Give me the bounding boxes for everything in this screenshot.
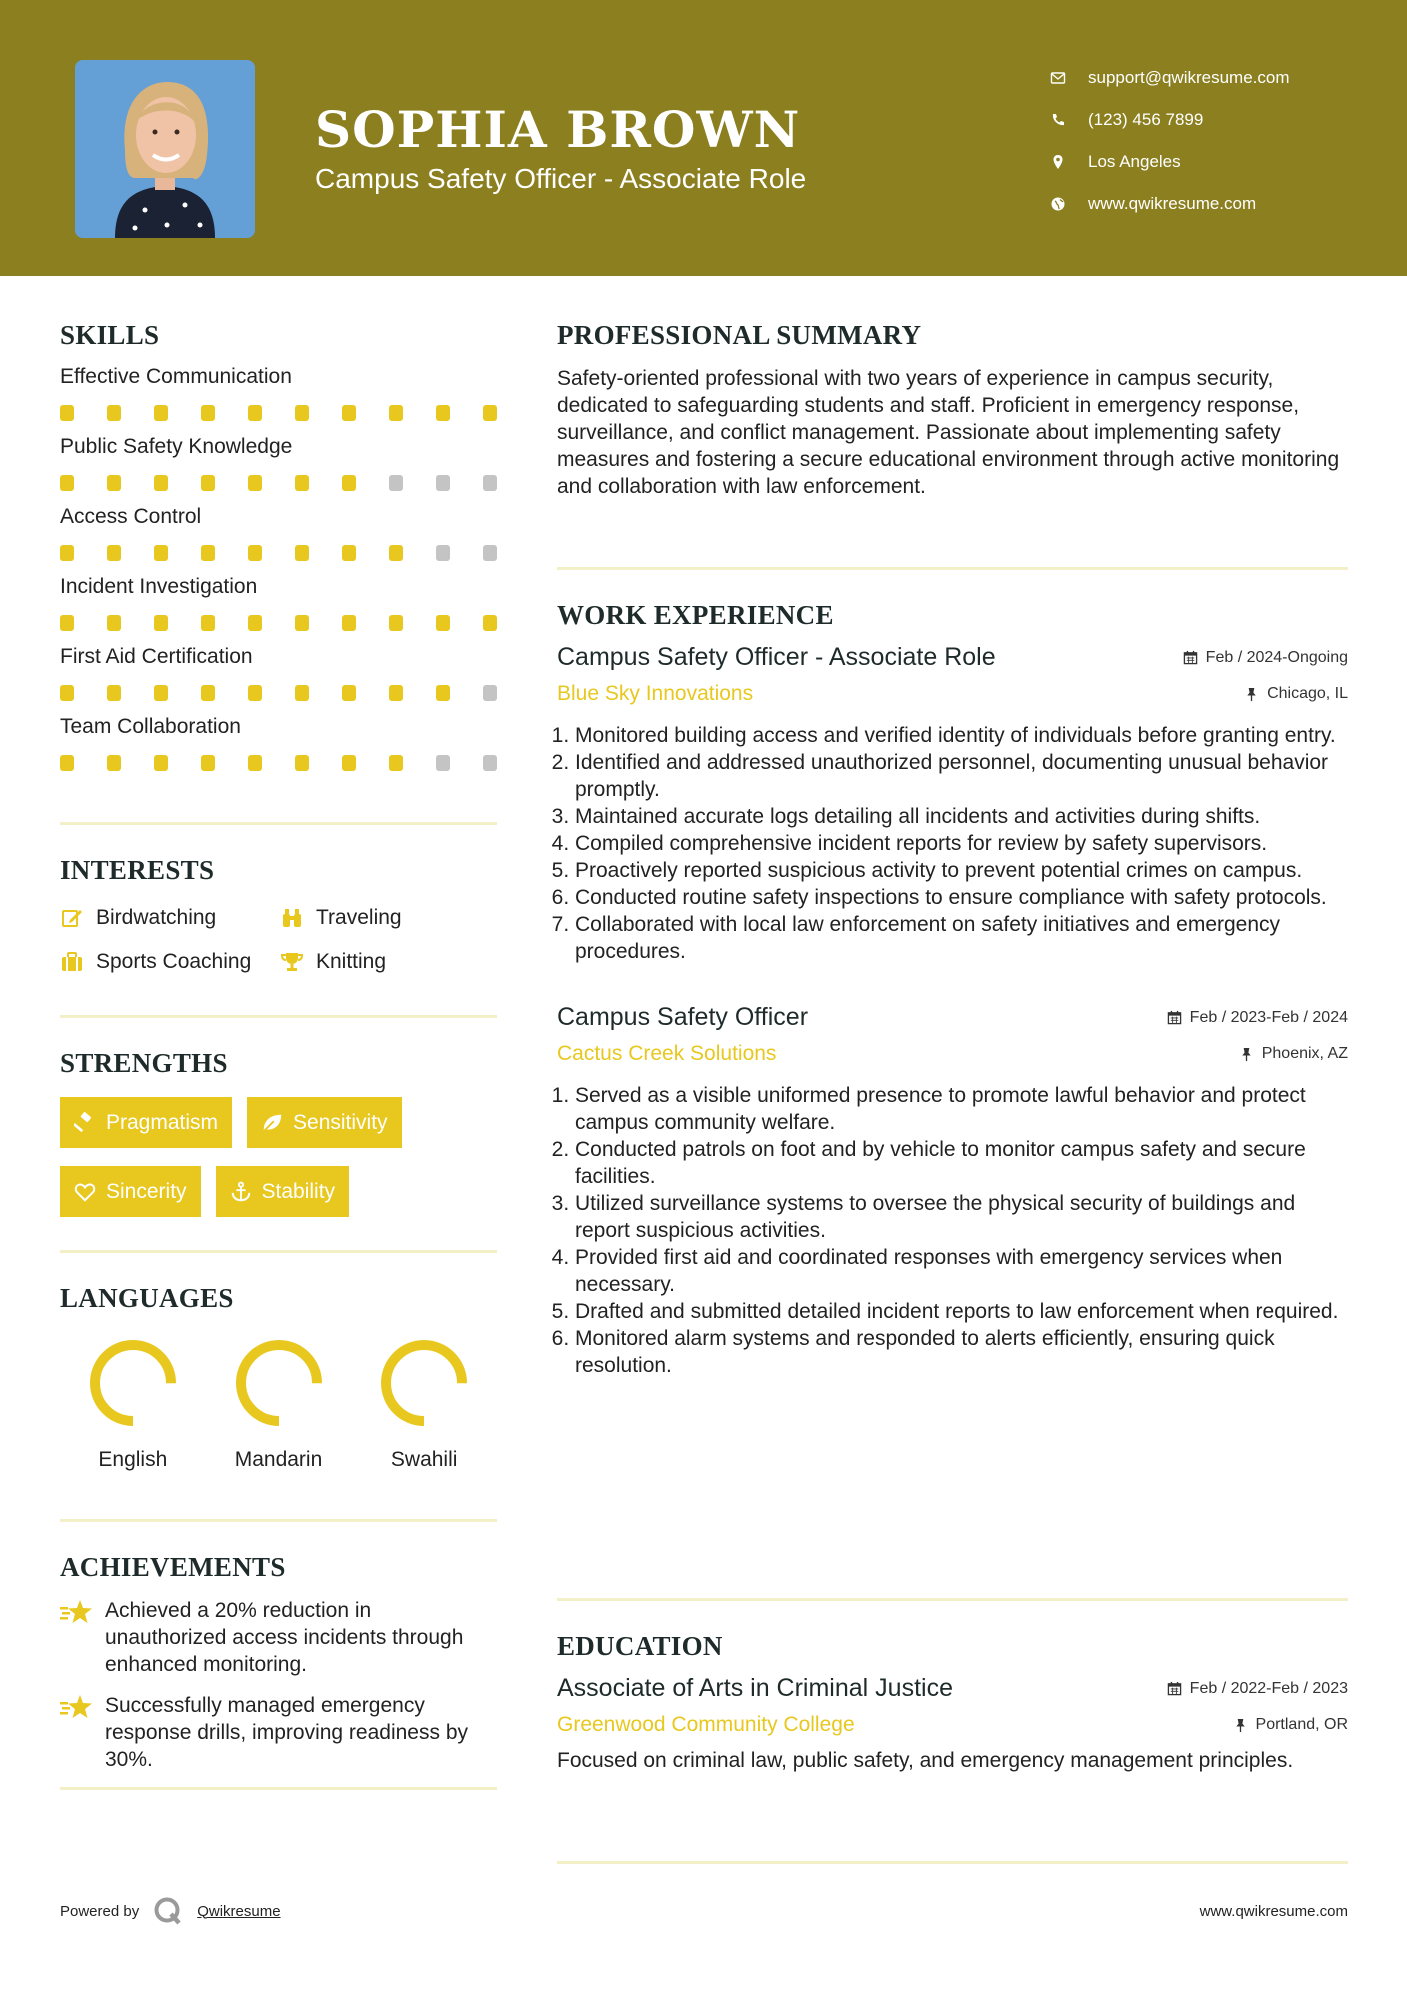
rating-dot-filled: [389, 545, 403, 561]
duty-item: 7. Collaborated with local law enforcement on safety initiatives and emergency procedures.: [575, 911, 1348, 965]
company-name: Cactus Creek Solutions: [557, 1042, 777, 1065]
pushpin-icon: [1244, 687, 1259, 702]
anchor-icon: [230, 1181, 252, 1203]
summary-title: PROFESSIONAL SUMMARY: [557, 320, 922, 350]
duty-item: 4. Compiled comprehensive incident reports for review by safety supervisors.: [575, 830, 1348, 857]
languages-section: [60, 1253, 497, 1519]
rating-dot-filled: [436, 405, 450, 421]
interest-label: Sports Coaching: [96, 950, 252, 973]
left-column: [60, 320, 497, 1790]
skill-item: [60, 505, 497, 561]
language-gauge: [377, 1336, 471, 1430]
footer-website[interactable]: www.qwikresume.com: [1199, 1902, 1348, 1920]
rating-dot-filled: [60, 475, 74, 491]
language-item: [351, 1336, 497, 1472]
skills-section: [60, 320, 497, 822]
skill-name: First Aid Certification: [60, 645, 253, 668]
degree-title: Associate of Arts in Criminal Justice: [557, 1674, 953, 1702]
map-pin-icon: [1050, 154, 1088, 170]
contact-email-text: support@qwikresume.com: [1088, 68, 1290, 87]
rating-dot-filled: [60, 615, 74, 631]
right-column: [557, 320, 1348, 1864]
skill-name: Team Collaboration: [60, 715, 241, 738]
strengths-title: STRENGTHS: [60, 1048, 228, 1078]
skill-rating: [60, 475, 497, 491]
duty-item: 4. Provided first aid and coordinated responses with emergency services when necessary.: [575, 1244, 1348, 1298]
school-name: Greenwood Community College: [557, 1713, 855, 1736]
strength-label: Sensitivity: [293, 1110, 388, 1134]
rating-dot-filled: [436, 615, 450, 631]
rating-dot-filled: [201, 545, 215, 561]
envelope-icon: [1050, 70, 1088, 86]
skill-item: [60, 715, 497, 771]
interests-section: [60, 825, 497, 1015]
interests-title: INTERESTS: [60, 855, 215, 885]
skill-item: [60, 575, 497, 631]
rating-dot-empty: [436, 545, 450, 561]
star-icon: [60, 1597, 105, 1678]
rating-dot-filled: [342, 615, 356, 631]
languages-title: LANGUAGES: [60, 1283, 234, 1313]
language-item: [60, 1336, 206, 1472]
strength-tag: [247, 1097, 402, 1148]
strength-label: Pragmatism: [106, 1110, 219, 1134]
section-divider: [557, 1861, 1348, 1864]
job-entry: [557, 1003, 1348, 1379]
contact-list: [1050, 57, 1380, 225]
rating-dot-filled: [201, 615, 215, 631]
contact-location: [1050, 141, 1380, 183]
rating-dot-filled: [483, 405, 497, 421]
achievement-item: [60, 1597, 497, 1678]
language-name: Mandarin: [234, 1448, 323, 1471]
rating-dot-filled: [60, 405, 74, 421]
skill-name: Public Safety Knowledge: [60, 435, 293, 458]
edit-icon: [60, 906, 96, 930]
languages-list: [60, 1336, 497, 1472]
skill-name: Incident Investigation: [60, 575, 258, 598]
footer: [60, 1896, 1348, 1926]
profile-photo: [75, 60, 255, 238]
rating-dot-filled: [342, 405, 356, 421]
rating-dot-filled: [154, 545, 168, 561]
skill-item: [60, 645, 497, 701]
strength-label: Stability: [261, 1179, 336, 1203]
skill-rating: [60, 755, 497, 771]
duty-item: 1. Served as a visible uniformed presence to promote lawful behavior and protect campus community welfare.: [575, 1082, 1348, 1136]
rating-dot-filled: [436, 685, 450, 701]
rating-dot-filled: [248, 685, 262, 701]
contact-website[interactable]: [1050, 183, 1380, 225]
rating-dot-empty: [483, 685, 497, 701]
skill-rating: [60, 685, 497, 701]
rating-dot-filled: [154, 685, 168, 701]
rating-dot-filled: [389, 615, 403, 631]
rating-dot-filled: [107, 755, 121, 771]
education-location: Portland, OR: [1233, 1716, 1348, 1734]
education-title: EDUCATION: [557, 1631, 723, 1661]
job-title: Campus Safety Officer: [557, 1003, 809, 1031]
gavel-icon: [74, 1112, 96, 1134]
interest-item: [60, 904, 280, 932]
strengths-section: [60, 1018, 497, 1250]
resume-header: [0, 0, 1407, 276]
rating-dot-filled: [154, 615, 168, 631]
rating-dot-filled: [201, 405, 215, 421]
rating-dot-filled: [60, 685, 74, 701]
skill-rating: [60, 615, 497, 631]
pushpin-icon: [1233, 1718, 1248, 1733]
interest-label: Knitting: [316, 950, 387, 973]
language-item: [206, 1336, 352, 1472]
duty-item: 6. Conducted routine safety inspections to ensure compliance with safety protocols.: [575, 884, 1348, 911]
job-title: Campus Safety Officer - Associate Role: [557, 643, 996, 671]
skill-rating: [60, 545, 497, 561]
rating-dot-filled: [107, 475, 121, 491]
rating-dot-filled: [154, 475, 168, 491]
rating-dot-filled: [60, 755, 74, 771]
job-duties: [557, 1082, 1348, 1379]
powered-by-text: Powered by: [60, 1902, 140, 1920]
rating-dot-filled: [483, 615, 497, 631]
achievement-text: Achieved a 20% reduction in unauthorized access incidents through enhanced monitoring.: [105, 1599, 464, 1676]
language-gauge: [86, 1336, 180, 1430]
achievements-title: ACHIEVEMENTS: [60, 1552, 286, 1582]
duty-item: 3. Utilized surveillance systems to oversee the physical security of buildings and report suspicious activities.: [575, 1190, 1348, 1244]
language-name: English: [98, 1448, 168, 1471]
rating-dot-filled: [107, 545, 121, 561]
rating-dot-filled: [295, 755, 309, 771]
star-icon: [60, 1692, 105, 1773]
interest-label: Traveling: [316, 906, 402, 929]
rating-dot-filled: [107, 615, 121, 631]
skill-item: [60, 435, 497, 491]
section-divider: [60, 1787, 497, 1790]
language-name: Swahili: [390, 1448, 458, 1471]
job-location: Phoenix, AZ: [1239, 1045, 1348, 1063]
rating-dot-filled: [295, 615, 309, 631]
rating-dot-empty: [483, 545, 497, 561]
job-duties: [557, 722, 1348, 965]
trophy-icon: [280, 950, 316, 974]
calendar-icon: [1167, 1681, 1182, 1696]
rating-dot-filled: [154, 405, 168, 421]
powered-by: [60, 1896, 281, 1926]
duty-item: 1. Monitored building access and verified identity of individuals before granting entry.: [575, 722, 1348, 749]
rating-dot-filled: [389, 685, 403, 701]
experience-section: [557, 570, 1348, 1598]
rating-dot-filled: [342, 685, 356, 701]
strength-tag: [60, 1097, 232, 1148]
calendar-icon: [1167, 1010, 1182, 1025]
rating-dot-filled: [295, 545, 309, 561]
globe-icon: [1050, 196, 1088, 212]
rating-dot-filled: [342, 545, 356, 561]
job-date: Feb / 2023-Feb / 2024: [1167, 1009, 1348, 1027]
language-gauge-arc: [386, 1345, 462, 1421]
summary-text: Safety-oriented professional with two years of experience in campus security, dedicated to safeguarding students and staff. Proficient in emergency response, surveillance, and conflict management. Passionate about implementing safety measures and fostering a secure educational environment through active monitoring and collaboration with law enforcement.: [557, 367, 1340, 498]
qwikresume-link[interactable]: Qwikresume: [197, 1902, 281, 1920]
strengths-list: [60, 1097, 497, 1217]
rating-dot-filled: [248, 615, 262, 631]
binoculars-icon: [280, 906, 316, 930]
job-entry: [557, 643, 1348, 965]
skill-item: [60, 365, 497, 421]
candidate-role: Campus Safety Officer - Associate Role: [315, 163, 807, 194]
rating-dot-empty: [483, 755, 497, 771]
calendar-icon: [1183, 650, 1198, 665]
phone-icon: [1050, 112, 1088, 128]
qwikresume-logo-icon: [153, 1896, 183, 1926]
skill-name: Effective Communication: [60, 365, 292, 388]
duty-item: 5. Proactively reported suspicious activity to prevent potential crimes on campus.: [575, 857, 1348, 884]
rating-dot-filled: [201, 475, 215, 491]
duty-item: 2. Conducted patrols on foot and by vehicle to monitor campus safety and secure facilities.: [575, 1136, 1348, 1190]
rating-dot-filled: [295, 685, 309, 701]
rating-dot-filled: [389, 755, 403, 771]
education-section: [557, 1601, 1348, 1861]
rating-dot-empty: [483, 475, 497, 491]
achievement-text: Successfully managed emergency response drills, improving readiness by 30%.: [105, 1694, 468, 1771]
education-description: Focused on criminal law, public safety, and emergency management principles.: [557, 1749, 1294, 1772]
interest-item: [280, 904, 480, 932]
skill-name: Access Control: [60, 505, 202, 528]
rating-dot-empty: [436, 755, 450, 771]
rating-dot-empty: [436, 475, 450, 491]
summary-section: [557, 320, 1348, 567]
contact-phone[interactable]: [1050, 99, 1380, 141]
briefcase-icon: [60, 950, 96, 974]
rating-dot-filled: [389, 405, 403, 421]
skill-rating: [60, 405, 497, 421]
interest-item: [280, 948, 480, 976]
contact-phone-text: (123) 456 7899: [1088, 110, 1204, 129]
strength-tag: [216, 1166, 350, 1217]
interest-item: [60, 948, 280, 976]
achievements-section: [60, 1522, 497, 1787]
interest-label: Birdwatching: [96, 906, 217, 929]
rating-dot-filled: [295, 405, 309, 421]
rating-dot-filled: [248, 545, 262, 561]
duty-item: 3. Maintained accurate logs detailing all incidents and activities during shifts.: [575, 803, 1348, 830]
pushpin-icon: [1239, 1047, 1254, 1062]
achievement-item: [60, 1692, 497, 1773]
strength-label: Sincerity: [106, 1179, 187, 1203]
language-gauge-arc: [95, 1345, 171, 1421]
rating-dot-filled: [201, 685, 215, 701]
education-date: Feb / 2022-Feb / 2023: [1167, 1680, 1348, 1698]
leaf-icon: [261, 1112, 283, 1134]
job-date: Feb / 2024-Ongoing: [1183, 649, 1348, 667]
education-entry: [557, 1674, 1348, 1774]
duty-item: 5. Drafted and submitted detailed incident reports to law enforcement when required.: [575, 1298, 1348, 1325]
contact-email[interactable]: [1050, 57, 1380, 99]
rating-dot-filled: [248, 405, 262, 421]
strength-tag: [60, 1166, 201, 1217]
job-location: Chicago, IL: [1244, 685, 1348, 703]
experience-title: WORK EXPERIENCE: [557, 600, 834, 630]
skills-list: [60, 365, 497, 771]
candidate-name: SOPHIA BROWN: [315, 100, 801, 159]
rating-dot-empty: [389, 475, 403, 491]
rating-dot-filled: [201, 755, 215, 771]
rating-dot-filled: [107, 405, 121, 421]
interests-list: [60, 904, 497, 976]
heart-icon: [74, 1181, 96, 1203]
rating-dot-filled: [154, 755, 168, 771]
language-gauge: [232, 1336, 326, 1430]
rating-dot-filled: [342, 475, 356, 491]
duty-item: 6. Monitored alarm systems and responded to alerts efficiently, ensuring quick resolution.: [575, 1325, 1348, 1379]
duty-item: 2. Identified and addressed unauthorized personnel, documenting unusual behavior promptly.: [575, 749, 1348, 803]
rating-dot-filled: [107, 685, 121, 701]
rating-dot-filled: [248, 475, 262, 491]
rating-dot-filled: [342, 755, 356, 771]
skills-title: SKILLS: [60, 320, 160, 350]
rating-dot-filled: [60, 545, 74, 561]
rating-dot-filled: [295, 475, 309, 491]
contact-location-text: Los Angeles: [1088, 152, 1181, 171]
rating-dot-filled: [248, 755, 262, 771]
contact-website-text: www.qwikresume.com: [1088, 194, 1257, 213]
language-gauge-arc: [241, 1345, 317, 1421]
company-name: Blue Sky Innovations: [557, 682, 754, 705]
